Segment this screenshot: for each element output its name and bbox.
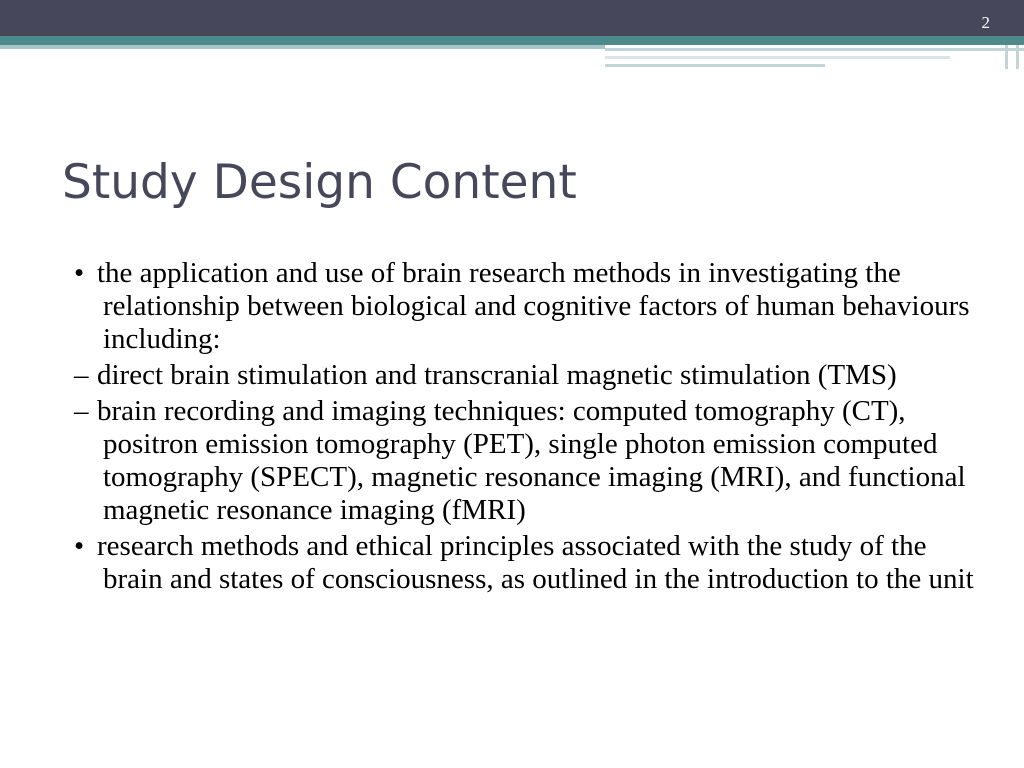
- list-item-text: brain recording and imaging techniques: computed tomography (CT), positron emission tomography (PET), single photon emission computed tomography (SPECT), magnetic resonance imaging (MRI), and functional magnetic resonance imaging (fMRI): [97, 395, 966, 526]
- bullet-marker: •: [74, 257, 85, 289]
- decorative-rule: [605, 48, 1024, 51]
- slide-title: Study Design Content: [62, 155, 577, 210]
- dash-marker: –: [74, 359, 89, 391]
- list-item: [74, 395, 974, 527]
- slide-number: 2: [981, 13, 990, 32]
- list-item: [74, 257, 974, 356]
- accent-band-light: [0, 45, 605, 49]
- list-item-text: direct brain stimulation and transcranial magnetic stimulation (TMS): [97, 359, 897, 391]
- decorative-rule: [605, 56, 950, 59]
- bullet-list: [74, 257, 974, 599]
- bullet-marker: •: [74, 530, 85, 562]
- decorative-bar: [1005, 45, 1008, 69]
- list-item-text: the application and use of brain research methods in investigating the relationship between biological and cognitive factors of human behaviours including:: [97, 257, 970, 355]
- list-item-text: research methods and ethical principles associated with the study of the brain and states of consciousness, as outlined in the introduction to the unit: [97, 530, 974, 595]
- decorative-rule: [605, 64, 825, 67]
- list-item: [74, 530, 974, 596]
- dash-marker: –: [74, 395, 89, 427]
- header-bar: [0, 0, 1024, 36]
- decorative-bar: [1016, 45, 1019, 69]
- list-item: [74, 359, 974, 392]
- accent-band: [0, 36, 1024, 45]
